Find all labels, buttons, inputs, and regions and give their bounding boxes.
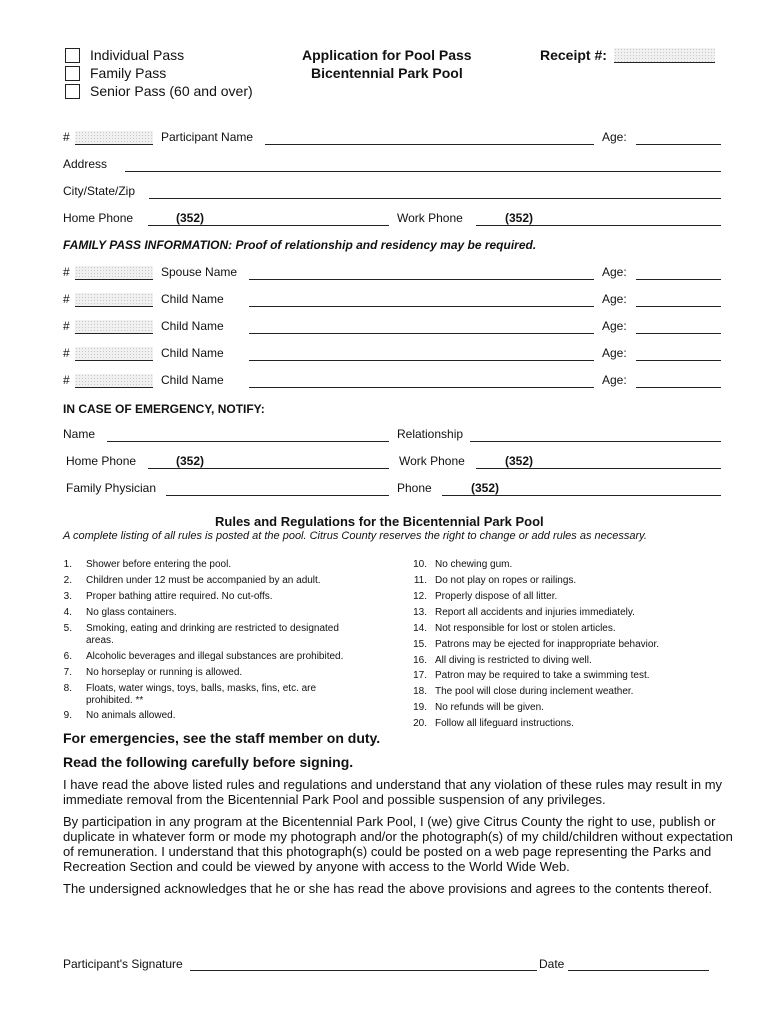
individual-pass-checkbox[interactable] (65, 48, 80, 63)
rule-number: 20. (413, 718, 427, 729)
relationship-label: Relationship (397, 427, 464, 441)
rule-text: Proper bathing attire required. No cut-offs. (86, 591, 273, 602)
rule-text: No chewing gum. (435, 559, 513, 570)
family-row-name-field[interactable] (249, 360, 594, 361)
rule-text-continued: prohibited. ** (86, 695, 144, 706)
rule-text: Floats, water wings, toys, balls, masks, fins, etc. are (86, 683, 317, 694)
work-phone-prefix: (352) (505, 211, 534, 225)
emergency-home-phone-prefix: (352) (176, 454, 205, 468)
form-subtitle: Bicentennial Park Pool (311, 65, 463, 81)
family-row-age-label: Age: (602, 346, 627, 360)
emergency-home-phone-label: Home Phone (66, 454, 137, 468)
rule-number: 15. (413, 639, 427, 650)
family-row-id-field[interactable] (75, 293, 153, 307)
senior-pass-label: Senior Pass (60 and over) (90, 83, 253, 99)
rule-number: 11. (413, 575, 427, 586)
rule-number: 18. (413, 686, 427, 697)
rules-title: Rules and Regulations for the Bicentennial Park Pool (215, 514, 544, 529)
participant-hash: # (63, 130, 70, 144)
emergency-work-phone-label: Work Phone (399, 454, 465, 468)
rule-text: No animals allowed. (86, 710, 176, 721)
family-row-label: Spouse Name (161, 265, 238, 279)
senior-pass-checkbox[interactable] (65, 84, 80, 99)
rule-number: 16. (413, 655, 427, 666)
acknowledgement-text: The undersigned acknowledges that he or she has read the above provisions and agrees to the contents thereof. (63, 881, 712, 896)
family-pass-heading: FAMILY PASS INFORMATION: Proof of relationship and residency may be required. (63, 238, 537, 252)
work-phone-label: Work Phone (397, 211, 463, 225)
rule-text: No horseplay or running is allowed. (86, 667, 243, 678)
rule-text: Alcoholic beverages and illegal substances are prohibited. (86, 651, 344, 662)
rules-subtitle: A complete listing of all rules is posted at the pool. Citrus County reserves the right to change or add rules as necessary. (63, 530, 647, 542)
family-row-hash: # (63, 292, 70, 306)
rule-text: Follow all lifeguard instructions. (435, 718, 574, 729)
emergency-work-phone-field[interactable] (476, 468, 721, 469)
family-row-name-field[interactable] (249, 333, 594, 334)
date-field[interactable] (568, 970, 709, 971)
rule-number: 3. (63, 591, 72, 602)
family-row-hash: # (63, 373, 70, 387)
work-phone-field[interactable] (476, 225, 721, 226)
rules-agreement-line: I have read the above listed rules and regulations and understand that any violation of these rules may result in my (63, 777, 723, 792)
family-row-label: Child Name (161, 373, 224, 387)
family-row-name-field[interactable] (249, 306, 594, 307)
family-row-age-label: Age: (602, 265, 627, 279)
rule-text: Report all accidents and injuries immediately. (435, 607, 635, 618)
address-field[interactable] (125, 171, 721, 172)
rules-agreement-line: immediate removal from the Bicentennial Park Pool and possible suspension of any privileges. (63, 792, 606, 807)
family-row-age-field[interactable] (636, 279, 721, 280)
form-title: Application for Pool Pass (302, 47, 472, 63)
receipt-field[interactable] (614, 48, 715, 63)
emergency-home-phone-field[interactable] (148, 468, 389, 469)
read-carefully-heading: Read the following carefully before signing. (63, 754, 354, 770)
family-row-label: Child Name (161, 346, 224, 360)
rule-number: 2. (63, 575, 72, 586)
family-row-id-field[interactable] (75, 320, 153, 334)
family-row-name-field[interactable] (249, 387, 594, 388)
home-phone-field[interactable] (148, 225, 389, 226)
rule-number: 4. (63, 607, 72, 618)
individual-pass-label: Individual Pass (90, 47, 185, 63)
rule-number: 9. (63, 710, 72, 721)
signature-field[interactable] (190, 970, 537, 971)
family-row-age-field[interactable] (636, 333, 721, 334)
rule-text: No glass containers. (86, 607, 177, 618)
rule-number: 5. (63, 623, 72, 634)
rule-number: 13. (413, 607, 427, 618)
family-physician-label: Family Physician (66, 481, 157, 495)
rule-text: Do not play on ropes or railings. (435, 575, 577, 586)
family-pass-checkbox[interactable] (65, 66, 80, 81)
signature-label: Participant's Signature (63, 957, 183, 971)
family-row-id-field[interactable] (75, 347, 153, 361)
rule-text: Not responsible for lost or stolen articles. (435, 623, 616, 634)
rule-number: 17. (413, 670, 427, 681)
photo-release-line: of remuneration. I understand that this photograph(s) could be posted on a web page representing the Parks and (63, 844, 712, 859)
relationship-field[interactable] (470, 441, 721, 442)
rule-text: The pool will close during inclement weather. (435, 686, 634, 697)
family-row-hash: # (63, 265, 70, 279)
participant-name-field[interactable] (265, 144, 594, 145)
address-label: Address (63, 157, 108, 171)
physician-phone-label: Phone (397, 481, 432, 495)
emergency-work-phone-prefix: (352) (505, 454, 534, 468)
participant-name-label: Participant Name (161, 130, 254, 144)
family-physician-field[interactable] (166, 495, 389, 496)
emergency-name-label: Name (63, 427, 96, 441)
family-row-id-field[interactable] (75, 266, 153, 280)
rule-number: 7. (63, 667, 72, 678)
rule-number: 10. (413, 559, 427, 570)
rule-number: 14. (413, 623, 427, 634)
participant-age-field[interactable] (636, 144, 721, 145)
rule-text: Patrons may be ejected for inappropriate behavior. (435, 639, 660, 650)
physician-phone-field[interactable] (442, 495, 721, 496)
home-phone-label: Home Phone (63, 211, 134, 225)
rule-text: Patron may be required to take a swimming test. (435, 670, 650, 681)
rule-number: 6. (63, 651, 72, 662)
emergency-heading: IN CASE OF EMERGENCY, NOTIFY: (63, 402, 265, 416)
family-row-age-field[interactable] (636, 387, 721, 388)
participant-age-label: Age: (602, 130, 627, 144)
rule-number: 19. (413, 702, 427, 713)
family-row-id-field[interactable] (75, 374, 153, 388)
family-row-age-label: Age: (602, 319, 627, 333)
physician-phone-prefix: (352) (471, 481, 500, 495)
participant-id-field[interactable] (75, 131, 153, 145)
family-row-age-field[interactable] (636, 360, 721, 361)
rule-text-continued: areas. (86, 635, 114, 646)
family-pass-label: Family Pass (90, 65, 167, 81)
emergency-note: For emergencies, see the staff member on duty. (63, 730, 381, 746)
emergency-name-field[interactable] (107, 441, 389, 442)
city-state-zip-field[interactable] (149, 198, 721, 199)
rule-text: Shower before entering the pool. (86, 559, 232, 570)
family-row-age-field[interactable] (636, 306, 721, 307)
rule-number: 8. (63, 683, 72, 694)
rule-text: No refunds will be given. (435, 702, 544, 713)
photo-release-line: By participation in any program at the Bicentennial Park Pool, I (we) give Citrus County the right to use, publish or (63, 814, 716, 829)
rule-text: All diving is restricted to diving well. (435, 655, 592, 666)
family-row-name-field[interactable] (249, 279, 594, 280)
family-row-hash: # (63, 319, 70, 333)
photo-release-line: Recreation Section and could be viewed by anyone with access to the World Wide Web. (63, 859, 570, 874)
photo-release-line: duplicate in whatever form or mode my photograph and/or the photograph(s) of my child/children without expectation (63, 829, 733, 844)
city-state-zip-label: City/State/Zip (63, 184, 136, 198)
rule-text: Smoking, eating and drinking are restricted to designated (86, 623, 339, 634)
rule-text: Properly dispose of all litter. (435, 591, 558, 602)
rule-text: Children under 12 must be accompanied by an adult. (86, 575, 321, 586)
home-phone-prefix: (352) (176, 211, 205, 225)
date-label: Date (539, 957, 565, 971)
family-row-hash: # (63, 346, 70, 360)
rule-number: 12. (413, 591, 427, 602)
rule-number: 1. (63, 559, 72, 570)
receipt-label: Receipt #: (540, 47, 607, 63)
family-row-age-label: Age: (602, 373, 627, 387)
family-row-label: Child Name (161, 319, 224, 333)
family-row-age-label: Age: (602, 292, 627, 306)
family-row-label: Child Name (161, 292, 224, 306)
